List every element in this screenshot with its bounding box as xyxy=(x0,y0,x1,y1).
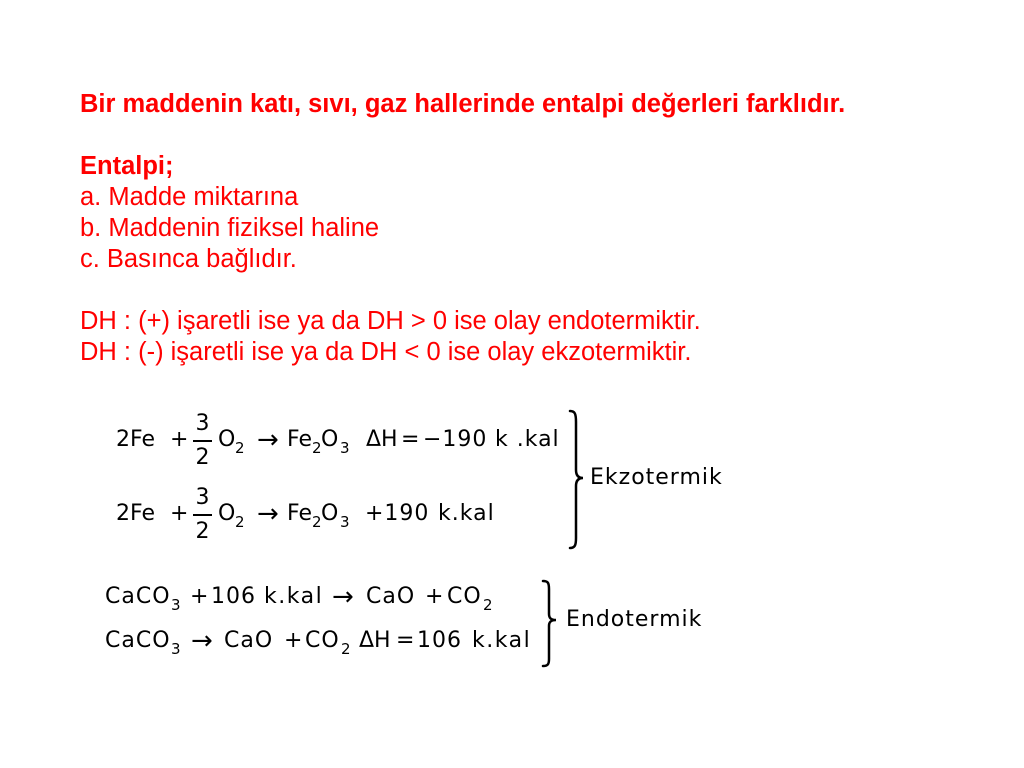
coefficient-fraction xyxy=(193,412,212,470)
reaction-equation xyxy=(100,626,570,656)
blank-line xyxy=(80,275,1000,306)
subscript: 3 xyxy=(340,513,350,531)
subscript: 2 xyxy=(235,513,245,531)
reaction-equation xyxy=(100,485,570,544)
reaction-equation xyxy=(100,411,570,470)
product-iron: Fe xyxy=(287,501,312,526)
enthalpy-symbol: ΔH xyxy=(366,427,398,452)
product-oxygen: O xyxy=(321,501,339,526)
heat-term: 106 xyxy=(211,584,256,609)
subscript: 2 xyxy=(341,640,351,658)
fraction-numerator: 3 xyxy=(195,411,210,436)
coefficient-fraction xyxy=(193,486,212,544)
subscript: 2 xyxy=(312,439,322,457)
plus-sign: + xyxy=(284,628,303,653)
product-calcium-oxide: CaO xyxy=(366,584,416,609)
subscript: 2 xyxy=(235,439,245,457)
energy-unit: k.kal xyxy=(438,501,495,526)
product-oxygen: O xyxy=(321,427,339,452)
brace-stroke xyxy=(543,581,556,666)
reaction-arrow: → xyxy=(332,582,354,612)
curly-brace xyxy=(538,578,562,670)
plus-sign: + xyxy=(170,427,189,452)
reaction-equation xyxy=(100,582,570,612)
product-carbon-dioxide: CO xyxy=(305,628,340,653)
subscript: 3 xyxy=(171,640,181,658)
fraction-bar xyxy=(193,514,212,516)
heat-term: +190 xyxy=(365,501,430,526)
group-label-exothermic: Ekzotermik xyxy=(590,465,723,490)
plus-sign: + xyxy=(425,584,444,609)
slide-text xyxy=(80,89,1000,368)
enthalpy-value: −190 xyxy=(423,427,488,452)
fraction-numerator: 3 xyxy=(195,485,210,510)
reactant-iron: 2Fe xyxy=(116,427,155,452)
enthalpy-heading: Entalpi; xyxy=(80,152,174,180)
product-iron: Fe xyxy=(287,427,312,452)
enthalpy-factor-item: b. Maddenin fiziksel haline xyxy=(80,214,380,242)
blank-line xyxy=(80,120,1000,151)
energy-unit: k .kal xyxy=(495,427,560,452)
intro-statement: Bir maddenin katı, sıvı, gaz hallerinde entalpi değerleri farklıdır. xyxy=(80,90,846,118)
endothermic-rule: DH : (+) işaretli ise ya da DH > 0 ise olay endotermiktir. xyxy=(80,307,701,335)
group-label-endothermic: Endotermik xyxy=(566,607,703,632)
reaction-arrow: → xyxy=(191,626,213,656)
product-carbon-dioxide: CO xyxy=(447,584,482,609)
endothermic-reaction-group xyxy=(100,570,720,675)
energy-unit: k.kal xyxy=(264,584,324,609)
reactant-calcium-carbonate: CaCO xyxy=(105,584,171,609)
enthalpy-symbol: ΔH xyxy=(359,628,391,653)
fraction-denominator: 2 xyxy=(195,518,210,544)
exothermic-rule: DH : (-) işaretli ise ya da DH < 0 ise olay ekzotermiktir. xyxy=(80,338,692,366)
curly-brace xyxy=(564,408,590,554)
reactant-oxygen: O xyxy=(218,501,236,526)
enthalpy-value: 106 xyxy=(417,628,462,653)
subscript: 3 xyxy=(340,439,350,457)
reactant-oxygen: O xyxy=(218,427,236,452)
exothermic-reaction-group xyxy=(100,400,740,555)
equals-sign: = xyxy=(401,427,420,452)
plus-sign: + xyxy=(170,501,189,526)
enthalpy-factor-item: a. Madde miktarına xyxy=(80,183,299,211)
subscript: 2 xyxy=(483,596,493,614)
reaction-arrow: → xyxy=(257,499,279,529)
fraction-bar xyxy=(193,440,212,442)
enthalpy-factor-item: c. Basınca bağlıdır. xyxy=(80,245,297,273)
subscript: 3 xyxy=(171,596,181,614)
reactant-calcium-carbonate: CaCO xyxy=(105,628,171,653)
plus-sign: + xyxy=(190,584,209,609)
fraction-denominator: 2 xyxy=(195,444,210,470)
reactant-iron: 2Fe xyxy=(116,501,155,526)
equals-sign: = xyxy=(396,628,415,653)
subscript: 2 xyxy=(312,513,322,531)
reaction-arrow: → xyxy=(257,425,279,455)
energy-unit: k.kal xyxy=(472,628,532,653)
product-calcium-oxide: CaO xyxy=(224,628,274,653)
brace-stroke xyxy=(570,411,583,548)
